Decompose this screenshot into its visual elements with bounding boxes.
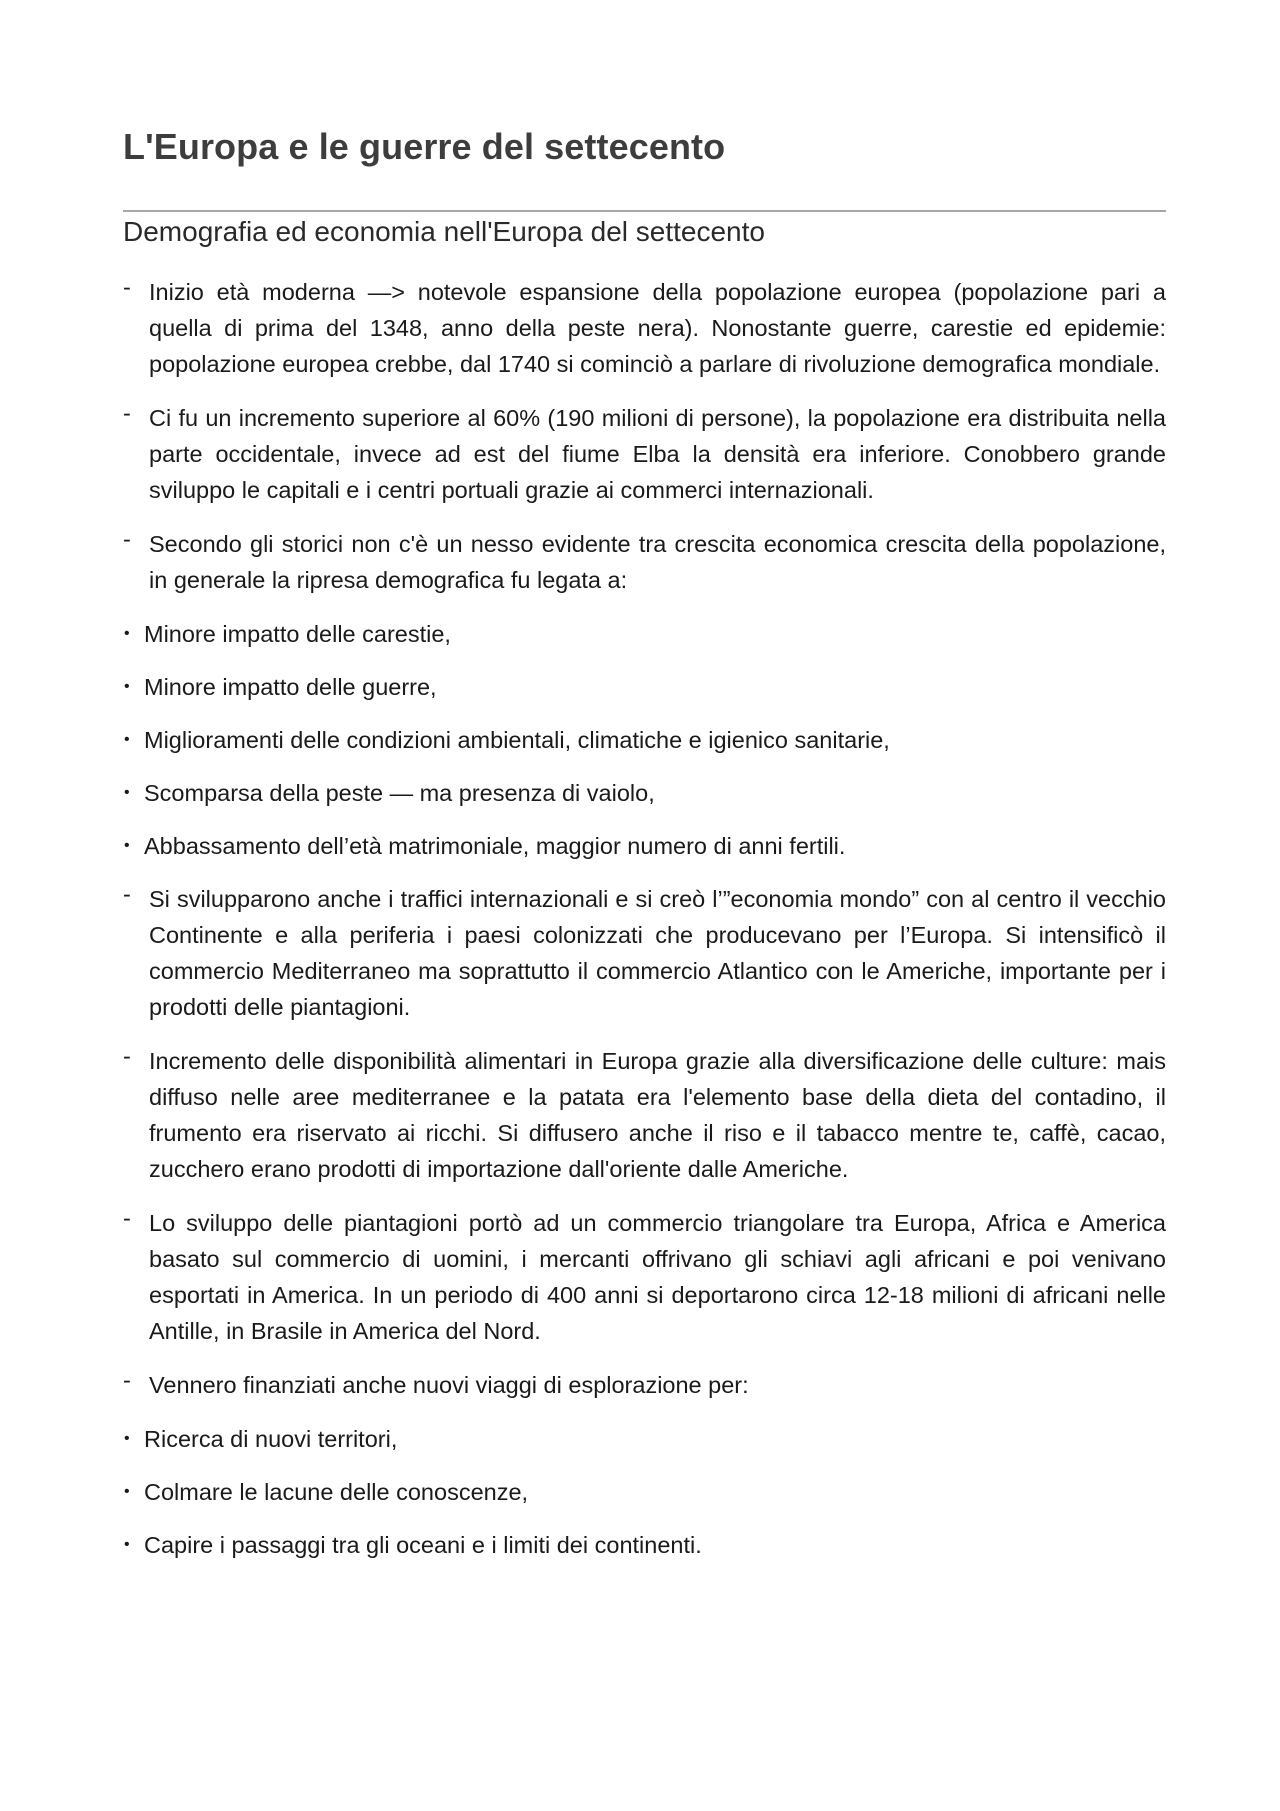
bullet-marker: • [124,625,130,642]
item-text: Scomparsa della peste — ma presenza di vaiolo, [144,780,655,806]
bullet-marker: • [124,1430,130,1447]
item-text: Ricerca di nuovi territori, [144,1426,398,1452]
list-item-dash [123,1367,1166,1403]
title-divider [123,210,1166,212]
dash-marker: - [123,1367,131,1393]
list-item-dash [123,526,1166,598]
item-text: Secondo gli storici non c'è un nesso evidente tra crescita economica crescita della popolazione, in generale la ripresa demografica fu legata a: [149,531,1166,593]
dash-marker: - [123,274,131,300]
document-title: L'Europa e le guerre del settecento [123,126,726,167]
list-item-bullet [123,828,1166,864]
item-text: Si svilupparono anche i traffici internazionali e si creò l’”economia mondo” con al centro il vecchio Continente e alla periferia i paesi colonizzati che producevano per l’Europa. Si intensificò il commercio Mediterraneo ma soprattutto il commercio Atlantico con le Americhe, importante per i prodotti delle piantagioni. [149,886,1166,1020]
item-text: Miglioramenti delle condizioni ambientali, climatiche e igienico sanitarie, [144,727,890,753]
item-text: Capire i passaggi tra gli oceani e i limiti dei continenti. [144,1532,702,1558]
bullet-marker: • [124,1536,130,1553]
item-text: Lo sviluppo delle piantagioni portò ad un commercio triangolare tra Europa, Africa e America basato sul commercio di uomini, i mercanti offrivano gli schiavi agli africani e poi venivano esportati in America. In un periodo di 400 anni si deportarono circa 12-18 milioni di africani nelle Antille, in Brasile in America del Nord. [149,1210,1166,1344]
list-item-dash [123,400,1166,508]
item-text: Incremento delle disponibilità alimentari in Europa grazie alla diversificazione delle culture: mais diffuso nelle aree mediterranee e la patata era l'elemento base della dieta del contadino, il frumento era riservato ai ricchi. Si diffusero anche il riso e il tabacco mentre te, caffè, cacao, zucchero erano prodotti di importazione dall'oriente dalle Americhe. [149,1048,1166,1182]
list-item-bullet [123,722,1166,758]
list-item-bullet [123,1474,1166,1510]
item-text: Minore impatto delle carestie, [144,621,451,647]
bullet-marker: • [124,731,130,748]
list-item-dash [123,274,1166,382]
dash-marker: - [123,526,131,552]
dash-marker: - [123,400,131,426]
dash-marker: - [123,881,131,907]
dash-marker: - [123,1043,131,1069]
dash-marker: - [123,1205,131,1231]
bullet-marker: • [124,837,130,854]
list-item-bullet [123,616,1166,652]
list-item-bullet [123,1527,1166,1563]
item-text: Inizio età moderna —> notevole espansione della popolazione europea (popolazione pari a quella di prima del 1348, anno della peste nera). Nonostante guerre, carestie ed epidemie: popolazione europea crebbe, dal 1740 si cominciò a parlare di rivoluzione demografica mondiale. [149,279,1166,377]
list-item-bullet [123,1421,1166,1457]
list-item-dash [123,1205,1166,1349]
bullet-marker: • [124,678,130,695]
list-item-bullet [123,775,1166,811]
bullet-marker: • [124,784,130,801]
list-item-dash [123,1043,1166,1187]
item-text: Minore impatto delle guerre, [144,674,437,700]
item-text: Abbassamento dell’età matrimoniale, maggior numero di anni fertili. [144,833,846,859]
item-text: Ci fu un incremento superiore al 60% (190 milioni di persone), la popolazione era distribuita nella parte occidentale, invece ad est del fiume Elba la densità era inferiore. Conobbero grande sviluppo le capitali e i centri portuali grazie ai commerci internazionali. [149,405,1166,503]
document-body [123,274,1166,1580]
section-title: Demografia ed economia nell'Europa del settecento [123,216,765,247]
bullet-marker: • [124,1483,130,1500]
item-text: Colmare le lacune delle conoscenze, [144,1479,529,1505]
list-item-dash [123,881,1166,1025]
list-item-bullet [123,669,1166,705]
item-text: Vennero finanziati anche nuovi viaggi di esplorazione per: [149,1372,749,1398]
